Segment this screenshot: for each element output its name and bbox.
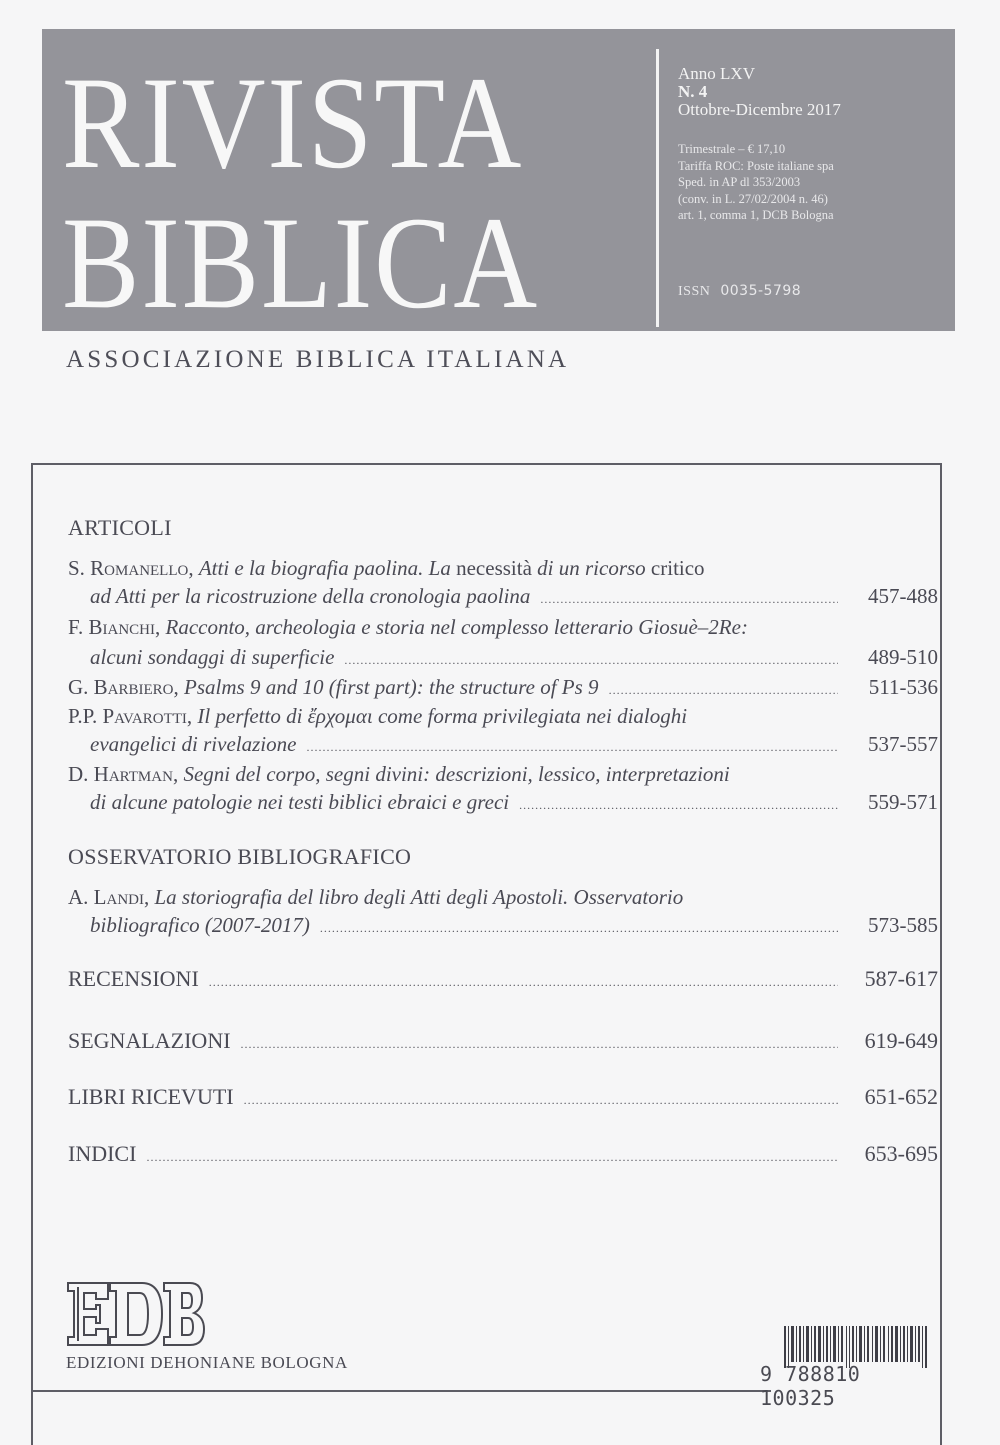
entry-title-cont: evangelici di rivelazione	[90, 732, 297, 756]
toc-entry[interactable]: G. Barbiero, Psalms 9 and 10 (first part): the structure of Ps 9 ..... 511-536	[68, 673, 938, 704]
toc-row-recensioni[interactable]	[68, 966, 938, 992]
leader-dots	[344, 646, 838, 674]
leader-dots	[241, 1037, 838, 1052]
barcode	[760, 1320, 940, 1410]
entry-author: P.P. Pavarotti	[68, 704, 187, 728]
entry-title-cont: di alcune patologie nei testi biblici ebraici e greci	[90, 790, 510, 814]
postal-line: (conv. in L. 27/02/2004 n. 46)	[678, 191, 828, 206]
leader-dots	[306, 733, 838, 761]
issue-period: Ottobre-Dicembre 2017	[678, 100, 841, 119]
toc-entry[interactable]: F. Bianchi, Racconto, archeologia e storia nel complesso letterario Giosuè–2Re: alcuni sondaggi di superficie ..... 489-510	[68, 613, 938, 674]
journal-title-line-1: RIVISTA	[62, 49, 524, 196]
postal-info	[678, 141, 834, 224]
entry-title-cont: bibliografico (2007-2017)	[90, 913, 310, 937]
toc-entry[interactable]: S. Romanello, Atti e la biografia paolina. La necessità di un ricorso critico ad Atti per la ricostruzione della cronologia paolina ..... 457-488	[68, 554, 938, 613]
leader-dots	[320, 914, 838, 942]
entry-pages: 489-510	[868, 645, 938, 669]
barcode-number: 9 788810 100325	[760, 1362, 861, 1410]
postal-line: art. 1, comma 1, DCB Bologna	[678, 208, 834, 222]
toc-entry[interactable]: A. Landi, La storiografia del libro degli Atti degli Apostoli. Osservatorio bibliografico (2007-2017) ..... 573-585	[68, 883, 938, 942]
issn-number: 0035-5798	[720, 283, 802, 299]
entry-pages: 573-585	[868, 913, 938, 937]
toc-row-indici[interactable]	[68, 1141, 938, 1167]
leader-dots	[244, 1093, 838, 1108]
entry-author: S. Romanello	[68, 556, 189, 580]
leader-dots	[609, 676, 838, 704]
issue-number: N. 4	[678, 82, 708, 101]
entry-pages: 457-488	[868, 584, 938, 608]
entry-pages: 559-571	[868, 790, 938, 814]
journal-title-line-2: BIBLICA	[62, 189, 539, 336]
row-label: SEGNALAZIONI	[68, 1028, 231, 1053]
masthead-band	[42, 29, 955, 336]
leader-dots	[146, 1150, 838, 1165]
masthead-divider	[656, 49, 659, 327]
entry-title-cont: ad Atti per la ricostruzione della cronologia paolina	[90, 584, 531, 608]
entry-title: Segni del corpo, segni divini: descrizioni, lessico, interpretazioni	[183, 762, 730, 786]
toc-row-segnalazioni[interactable]	[68, 1028, 938, 1054]
entry-title: La storiografia del libro degli Atti degli Apostoli. Osservatorio	[154, 885, 684, 909]
entry-author: G. Barbiero	[68, 675, 174, 699]
toc-row-libri-ricevuti[interactable]	[68, 1084, 938, 1110]
entry-author: A. Landi	[68, 885, 144, 909]
edb-logo-icon	[66, 1281, 206, 1347]
section-heading-articoli: ARTICOLI	[68, 515, 172, 540]
row-label: INDICI	[68, 1141, 137, 1166]
issn-label: ISSN	[678, 284, 711, 299]
association-name: ASSOCIAZIONE BIBLICA ITALIANA	[66, 346, 570, 373]
row-pages: 587-617	[864, 966, 938, 991]
entry-author: D. Hartman	[68, 762, 173, 786]
toc-entry[interactable]: P.P. Pavarotti, Il perfetto di ἔρχομαι come forma privilegiata nei dialoghi evangelici di rivelazione ..... 537-557	[68, 702, 938, 761]
issue-year: Anno LXV	[678, 64, 755, 83]
leader-dots	[540, 585, 838, 613]
entry-title: Atti e la biografia paolina. La	[198, 556, 451, 580]
leader-dots	[519, 791, 838, 819]
publisher-name: EDIZIONI DEHONIANE BOLOGNA	[66, 1353, 348, 1372]
leader-dots	[209, 975, 838, 990]
entry-author: F. Bianchi	[68, 615, 155, 639]
entry-pages: 511-536	[868, 675, 938, 699]
entry-title-cont: alcuni sondaggi di superficie	[90, 645, 335, 669]
postal-line: Tariffa ROC: Poste italiane spa	[678, 158, 834, 173]
entry-title: Racconto, archeologia e storia nel complesso letterario Giosuè–2Re:	[165, 615, 748, 639]
postal-line: Sped. in AP dl 353/2003	[678, 175, 801, 189]
postal-line: Trimestrale – € 17,10	[678, 142, 786, 156]
entry-title: Il perfetto di ἔρχομαι come forma privilegiata nei dialoghi	[197, 704, 688, 728]
row-pages: 653-695	[864, 1141, 938, 1166]
row-label: LIBRI RICEVUTI	[68, 1084, 234, 1109]
section-heading-osservatorio: OSSERVATORIO BIBLIOGRAFICO	[68, 844, 412, 869]
row-label: RECENSIONI	[68, 966, 199, 991]
entry-pages: 537-557	[868, 732, 938, 756]
row-pages: 651-652	[864, 1084, 938, 1109]
entry-title: Psalms 9 and 10 (first part): the structure of Ps 9	[184, 675, 599, 699]
toc-entry[interactable]: D. Hartman, Segni del corpo, segni divini: descrizioni, lessico, interpretazioni di alcune patologie nei testi biblici ebraici e greci ..... 559-571	[68, 760, 938, 819]
footer-rule	[31, 1390, 771, 1392]
issue-info	[678, 65, 841, 119]
row-pages: 619-649	[864, 1028, 938, 1053]
issn	[678, 283, 801, 300]
